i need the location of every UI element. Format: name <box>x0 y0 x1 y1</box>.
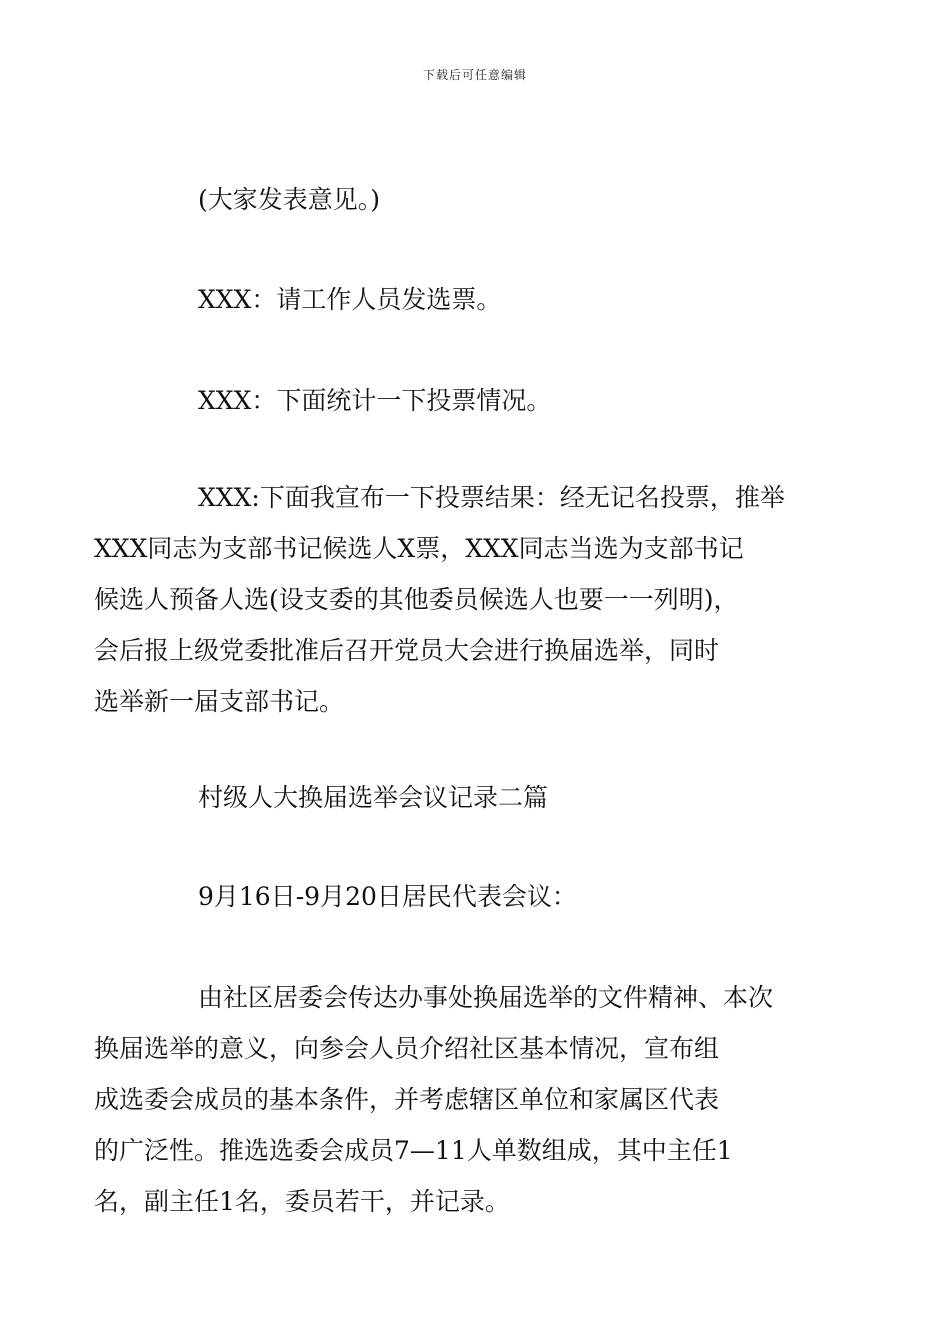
paragraph-line: 由社区居委会传达办事处换届选举的文件精神、本次 <box>198 983 774 1012</box>
paragraph-line: 会后报上级党委批准后召开党员大会进行换届选举，同时 <box>94 636 720 665</box>
paragraph-opinions <box>146 174 810 225</box>
paragraph-line: XXX同志为支部书记候选人X票，XXX同志当选为支部书记 <box>94 534 744 563</box>
paragraph-line: 9月16日-9月20日居民代表会议： <box>198 882 577 911</box>
paragraph-line: XXX:下面我宣布一下投票结果：经无记名投票，推举 <box>198 483 785 512</box>
paragraph-line: 选举新一届支部书记。 <box>94 687 345 716</box>
paragraph-line: 成选委会成员的基本条件，并考虑辖区单位和家属区代表 <box>94 1085 720 1114</box>
paragraph-line: XXX：请工作人员发选票。 <box>198 285 502 314</box>
paragraph-line: 村级人大换届选举会议记录二篇 <box>198 783 549 812</box>
section-heading <box>146 772 810 823</box>
paragraph-meeting-content <box>94 972 810 1227</box>
paragraph-line: 的广泛性。推选选委会成员7—11人单数组成，其中主任1 <box>94 1136 733 1165</box>
page-header-note: 下载后可任意编辑 <box>422 68 527 82</box>
paragraph-line: 换届选举的意义，向参会人员介绍社区基本情况，宣布组 <box>94 1034 720 1063</box>
paragraph-vote-count <box>146 375 810 426</box>
paragraph-line: 候选人预备人选(设支委的其他委员候选人也要一一列明)， <box>94 585 739 614</box>
paragraph-line: 名，副主任1名，委员若干，并记录。 <box>94 1187 510 1216</box>
paragraph-line: XXX：下面统计一下投票情况。 <box>198 386 552 415</box>
paragraph-line: (大家发表意见。) <box>198 185 381 214</box>
paragraph-meeting-date <box>146 871 810 922</box>
paragraph-vote-result <box>94 472 810 727</box>
paragraph-ballots <box>146 274 810 325</box>
